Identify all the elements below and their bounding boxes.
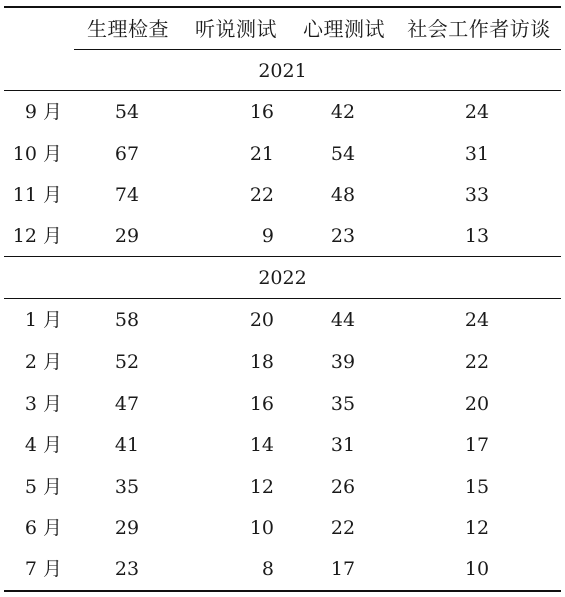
month-cell: 10 月 (12, 143, 62, 165)
value-cell: 13 (464, 225, 490, 247)
value-cell: 10 (249, 517, 274, 539)
value-cell: 35 (330, 393, 356, 415)
value-cell: 10 (464, 558, 490, 580)
month-cell: 11 月 (12, 184, 62, 206)
bottom-rule (4, 590, 561, 592)
value-cell: 48 (330, 184, 356, 206)
value-cell: 74 (114, 184, 140, 206)
value-cell: 16 (249, 393, 274, 415)
value-cell: 15 (464, 476, 490, 498)
year-label: 2022 (258, 267, 307, 289)
value-cell: 22 (464, 351, 490, 373)
value-cell: 24 (464, 101, 490, 123)
value-cell: 39 (330, 351, 356, 373)
value-cell: 17 (464, 434, 490, 456)
header-psych-test: 心理测试 (303, 17, 385, 41)
month-cell: 4 月 (24, 434, 62, 456)
year-label: 2021 (258, 60, 307, 82)
table-row (4, 341, 561, 383)
header-physical-exam: 生理检查 (87, 17, 169, 41)
month-cell: 1 月 (24, 309, 62, 331)
value-cell: 20 (464, 393, 490, 415)
value-cell: 18 (249, 351, 274, 373)
value-cell: 54 (114, 101, 140, 123)
table-row (4, 299, 561, 341)
value-cell: 44 (330, 309, 356, 331)
table-row (4, 383, 561, 425)
value-cell: 23 (330, 225, 356, 247)
value-cell: 33 (464, 184, 490, 206)
value-cell: 21 (249, 143, 274, 165)
table-row (4, 548, 561, 590)
value-cell: 14 (249, 434, 274, 456)
value-cell: 24 (464, 309, 490, 331)
value-cell: 12 (464, 517, 490, 539)
value-cell: 20 (249, 309, 274, 331)
table-row (4, 174, 561, 216)
month-cell: 9 月 (24, 101, 62, 123)
table-row (4, 215, 561, 257)
month-cell: 5 月 (24, 476, 62, 498)
value-cell: 22 (249, 184, 274, 206)
value-cell: 23 (114, 558, 140, 580)
value-cell: 35 (114, 476, 140, 498)
month-cell: 12 月 (12, 225, 62, 247)
table-row (4, 91, 561, 133)
value-cell: 31 (330, 434, 356, 456)
value-cell: 12 (249, 476, 274, 498)
header-social-worker: 社会工作者访谈 (407, 17, 551, 41)
month-cell: 3 月 (24, 393, 62, 415)
month-cell: 2 月 (24, 351, 62, 373)
value-cell: 42 (330, 101, 356, 123)
table-row (4, 466, 561, 508)
value-cell: 26 (330, 476, 356, 498)
value-cell: 52 (114, 351, 140, 373)
value-cell: 67 (114, 143, 140, 165)
header-hearing-test: 听说测试 (195, 17, 277, 41)
value-cell: 54 (330, 143, 356, 165)
month-cell: 7 月 (24, 558, 62, 580)
value-cell: 47 (114, 393, 140, 415)
value-cell: 9 (261, 225, 274, 247)
value-cell: 17 (330, 558, 356, 580)
value-cell: 41 (114, 434, 140, 456)
table-header (4, 8, 561, 50)
table-row (4, 133, 561, 175)
year-row-2022 (4, 257, 561, 299)
value-cell: 29 (114, 517, 140, 539)
value-cell: 22 (330, 517, 356, 539)
value-cell: 58 (114, 309, 140, 331)
value-cell: 8 (261, 558, 274, 580)
table-row (4, 424, 561, 466)
year-row-2021 (4, 50, 561, 92)
table-row (4, 507, 561, 549)
month-cell: 6 月 (24, 517, 62, 539)
value-cell: 16 (249, 101, 274, 123)
value-cell: 29 (114, 225, 140, 247)
value-cell: 31 (464, 143, 490, 165)
